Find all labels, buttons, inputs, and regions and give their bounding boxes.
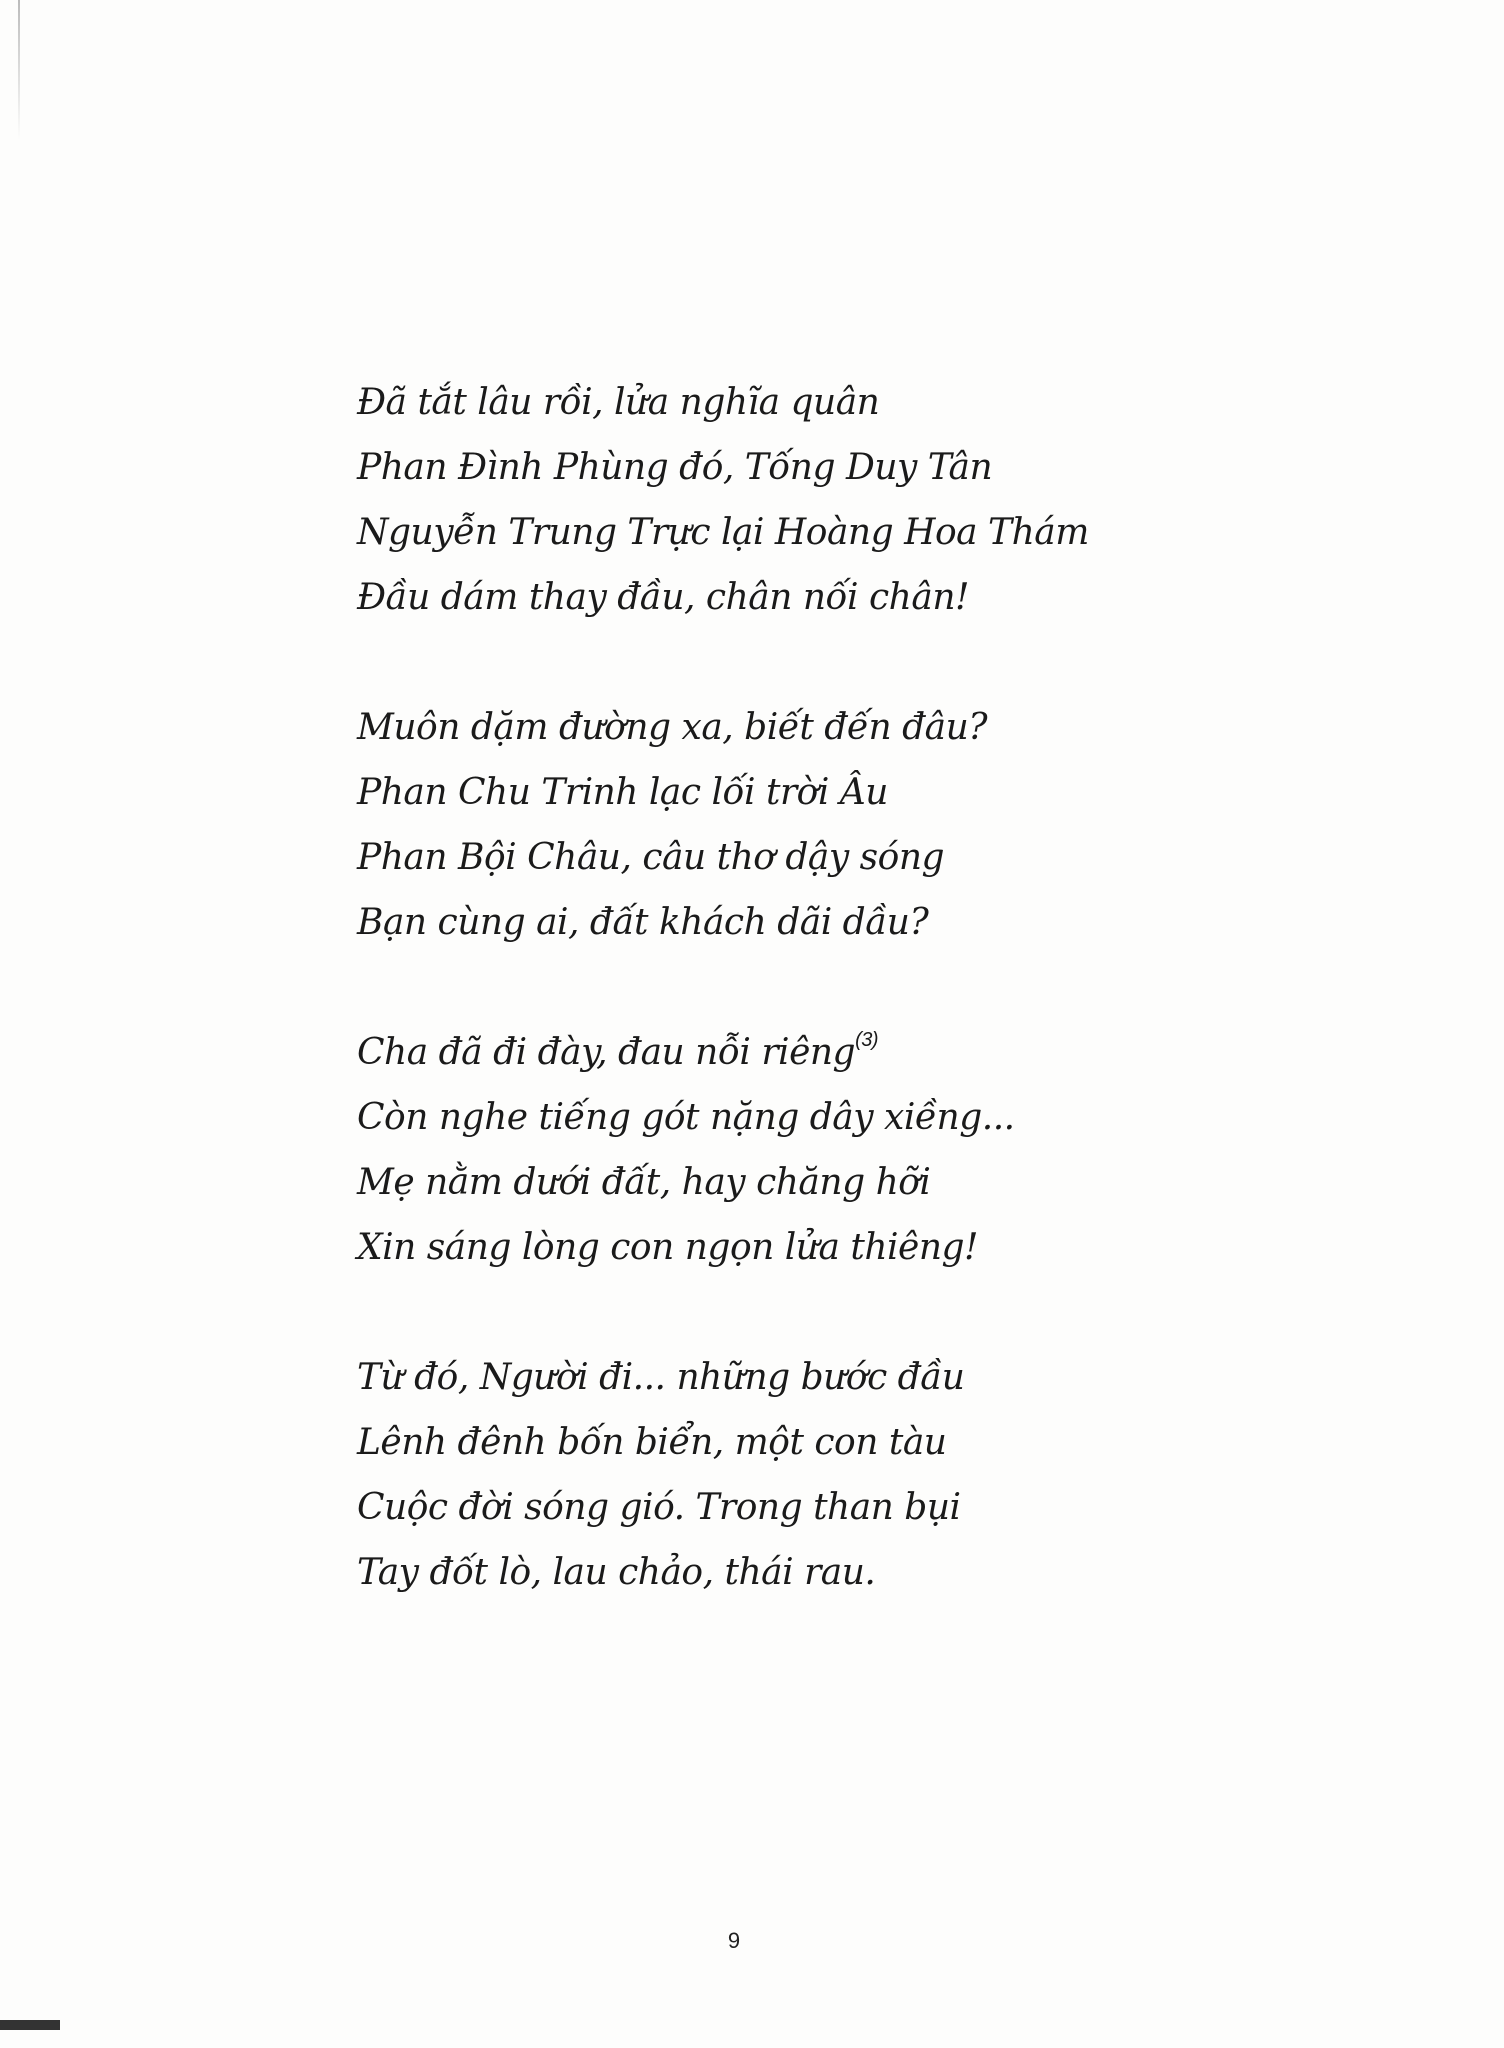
poem-line: Lênh đênh bốn biển, một con tàu xyxy=(357,1422,947,1463)
stanza-1 xyxy=(357,370,1089,630)
poem-line: Nguyễn Trung Trực lại Hoàng Hoa Thám xyxy=(357,512,1089,553)
poem-line: Phan Bội Châu, câu thơ dậy sóng xyxy=(357,837,945,878)
poem-line: Phan Chu Trinh lạc lối trời Âu xyxy=(357,772,888,813)
scan-edge-mark xyxy=(0,2020,60,2030)
poem-line: Đầu dám thay đầu, chân nối chân! xyxy=(357,577,969,618)
poem-line: Tay đốt lò, lau chảo, thái rau. xyxy=(357,1552,876,1593)
poem-line: Đã tắt lâu rồi, lửa nghĩa quân xyxy=(357,382,880,423)
poem xyxy=(357,370,1089,1670)
poem-line: Bạn cùng ai, đất khách dãi dầu? xyxy=(357,902,929,943)
poem-line-text: Cha đã đi đày, đau nỗi riêng xyxy=(357,1032,856,1073)
poem-line: Phan Đình Phùng đó, Tống Duy Tân xyxy=(357,447,993,488)
page-edge-line xyxy=(18,0,20,140)
poem-line: Cuộc đời sóng gió. Trong than bụi xyxy=(357,1487,961,1528)
poem-line: Còn nghe tiếng gót nặng dây xiềng... xyxy=(357,1097,1015,1138)
poem-line: Mẹ nằm dưới đất, hay chăng hỡi xyxy=(357,1162,931,1203)
page-number: 9 xyxy=(727,1928,741,1953)
stanza-3 xyxy=(357,1020,1089,1280)
poem-line: Từ đó, Người đi... những bước đầu xyxy=(357,1357,965,1398)
stanza-4 xyxy=(357,1345,1089,1605)
poem-line: Muôn dặm đường xa, biết đến đâu? xyxy=(357,707,988,748)
poem-line: Xin sáng lòng con ngọn lửa thiêng! xyxy=(357,1227,979,1268)
poem-line xyxy=(357,1020,1089,1085)
footnote-reference[interactable]: (3) xyxy=(855,1029,879,1051)
stanza-2 xyxy=(357,695,1089,955)
